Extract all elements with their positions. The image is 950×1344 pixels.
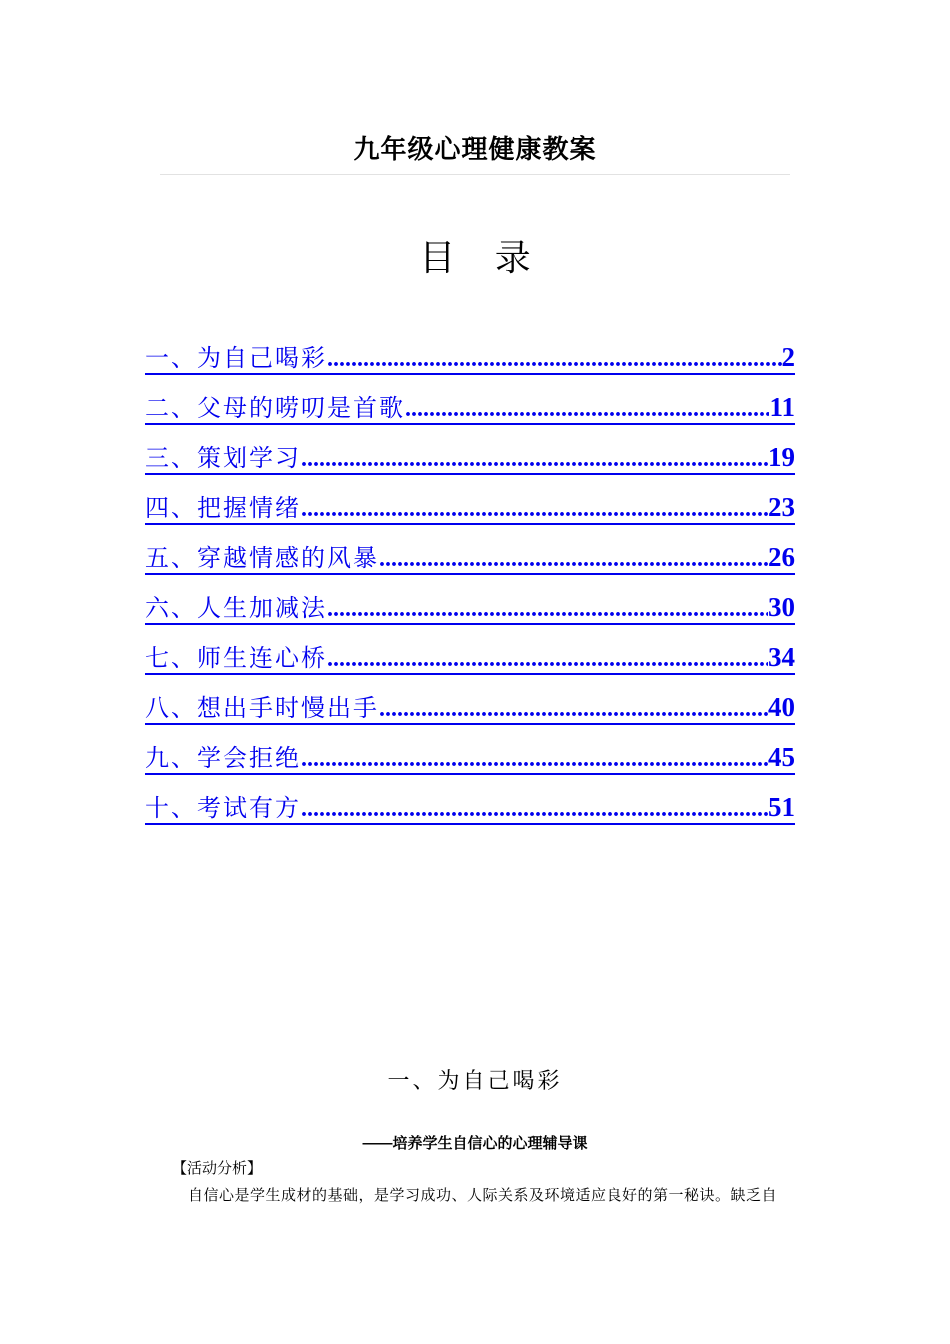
body-paragraph: 自信心是学生成材的基础，是学习成功、人际关系及环境适应良好的第一秘诀。缺乏自 [188,1186,778,1204]
toc-dot-leader [327,589,768,629]
toc-link-3[interactable] [145,437,795,487]
toc-dot-leader [301,789,768,829]
toc-dot-leader [327,339,782,379]
toc-page-number: 23 [768,492,795,522]
toc-dot-leader [301,489,768,529]
activity-analysis-label: 【活动分析】 [172,1159,263,1177]
toc-link-label: 六、人生加减法 [145,594,327,622]
section-subtitle: ——培养学生自信心的心理辅导课 [362,1135,588,1152]
toc-page-number: 45 [768,742,795,772]
toc-heading: 目 录 [419,238,545,279]
toc-page-number: 40 [768,692,795,722]
toc-link-label: 三、策划学习 [145,444,301,472]
toc-link-label: 七、师生连心桥 [145,644,327,672]
toc-link-label: 八、想出手时慢出手 [145,694,379,722]
toc-link-6[interactable] [145,587,795,637]
toc-link-label: 一、为自己喝彩 [145,344,327,372]
toc-page-number: 11 [769,392,795,422]
toc-page-number: 34 [768,642,795,672]
toc-link-10[interactable] [145,787,795,837]
table-of-contents [145,337,795,837]
toc-dot-leader [301,439,768,479]
toc-link-label: 九、学会拒绝 [145,744,301,772]
toc-dot-leader [405,389,769,429]
header-divider [160,174,790,175]
toc-link-5[interactable] [145,537,795,587]
toc-page-number: 51 [768,792,795,822]
toc-link-4[interactable] [145,487,795,537]
toc-dot-leader [327,639,768,679]
toc-dot-leader [379,539,768,579]
toc-dot-leader [379,689,768,729]
toc-link-2[interactable] [145,387,795,437]
toc-link-7[interactable] [145,637,795,687]
toc-link-8[interactable] [145,687,795,737]
toc-dot-leader [301,739,768,779]
section-title: 一、为自己喝彩 [387,1069,563,1094]
document-title: 九年级心理健康教案 [353,135,597,165]
toc-link-label: 五、穿越情感的风暴 [145,544,379,572]
toc-page-number: 26 [768,542,795,572]
toc-link-label: 十、考试有方 [145,794,301,822]
toc-link-9[interactable] [145,737,795,787]
toc-page-number: 30 [768,592,795,622]
toc-page-number: 2 [781,342,795,372]
toc-page-number: 19 [768,442,795,472]
toc-link-label: 四、把握情绪 [145,494,301,522]
toc-link-1[interactable] [145,337,795,387]
toc-link-label: 二、父母的唠叨是首歌 [145,394,405,422]
